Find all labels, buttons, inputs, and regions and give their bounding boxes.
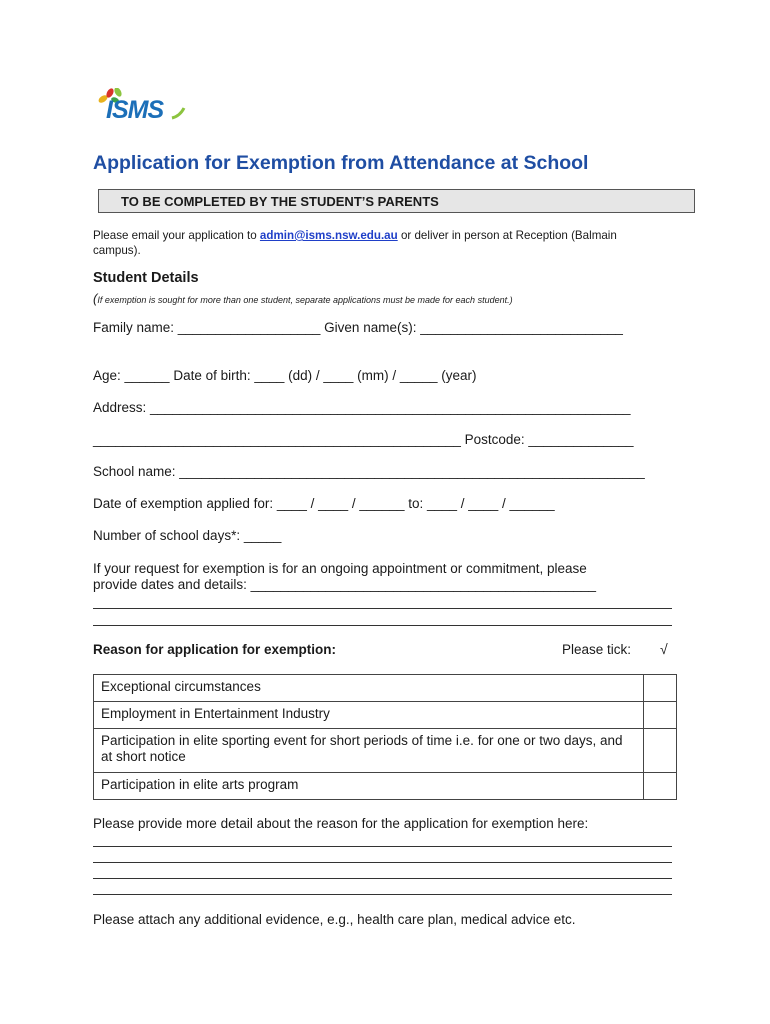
intro-line2: campus).: [93, 244, 141, 257]
email-link[interactable]: admin@isms.nsw.edu.au: [259, 229, 398, 242]
reason-label: Employment in Entertainment Industry: [94, 702, 644, 729]
age-dob-field[interactable]: Age: ______ Date of birth: ____ (dd) / ____ (mm) / _____ (year): [93, 368, 477, 383]
section-banner: [98, 189, 695, 213]
ongoing-details-field[interactable]: provide dates and details: ______________________________________________: [93, 577, 596, 592]
attach-note: Please attach any additional evidence, e.g., health care plan, medical advice etc.: [93, 912, 576, 927]
details-line[interactable]: [93, 608, 672, 609]
reason-label: Exceptional circumstances: [94, 675, 644, 702]
reason-table: [93, 674, 677, 800]
table-row: [94, 773, 677, 800]
note-text: If exemption is sought for more than one student, separate applications must be made for each student.): [97, 295, 513, 305]
detail-line[interactable]: [93, 846, 672, 847]
detail-line[interactable]: [93, 862, 672, 863]
reason-heading: Reason for application for exemption:: [93, 642, 337, 657]
ongoing-text-1: If your request for exemption is for an ongoing appointment or commitment, please: [93, 561, 587, 576]
details-line[interactable]: [93, 625, 672, 626]
intro-suffix: or deliver in person at Reception (Balmain: [397, 229, 617, 242]
banner-label: TO BE COMPLETED BY THE STUDENT’S PARENTS: [121, 193, 439, 209]
address-field[interactable]: Address: ________________________________________________________________: [93, 400, 631, 415]
detail-line[interactable]: [93, 894, 672, 895]
detail-prompt: Please provide more detail about the reason for the application for exemption here:: [93, 816, 589, 831]
table-row: [94, 729, 677, 773]
reason-label: Participation in elite sporting event for short periods of time i.e. for one or two days, and at short notice: [94, 729, 644, 773]
reason-label: Participation in elite arts program: [94, 773, 644, 800]
intro-text: [93, 228, 617, 258]
page-title: Application for Exemption from Attendance at School: [93, 152, 589, 174]
student-details-heading: Student Details: [93, 270, 199, 286]
detail-line[interactable]: [93, 878, 672, 879]
reason-checkbox[interactable]: [644, 729, 677, 773]
tick-mark-icon: √: [660, 641, 668, 657]
school-days-field[interactable]: Number of school days*: _____: [93, 528, 282, 543]
tick-label: Please tick:: [562, 642, 632, 657]
student-details-note: [93, 291, 513, 306]
school-name-field[interactable]: School name: ______________________________________________________________: [93, 464, 645, 479]
reason-checkbox[interactable]: [644, 675, 677, 702]
family-name-field[interactable]: Family name: ___________________ Given name(s): ___________________________: [93, 320, 623, 335]
table-row: [94, 702, 677, 729]
logo-wordmark: ISMS: [106, 96, 164, 124]
table-row: [94, 675, 677, 702]
intro-prefix: Please email your application to: [93, 229, 260, 242]
note-paren: (: [93, 291, 98, 306]
address-postcode-field[interactable]: _________________________________________________ Postcode: ______________: [93, 432, 634, 447]
reason-checkbox[interactable]: [644, 773, 677, 800]
exemption-date-field[interactable]: Date of exemption applied for: ____ / ____ / ______ to: ____ / ____ / ______: [93, 496, 555, 511]
isms-logo: [96, 88, 186, 128]
reason-checkbox[interactable]: [644, 702, 677, 729]
